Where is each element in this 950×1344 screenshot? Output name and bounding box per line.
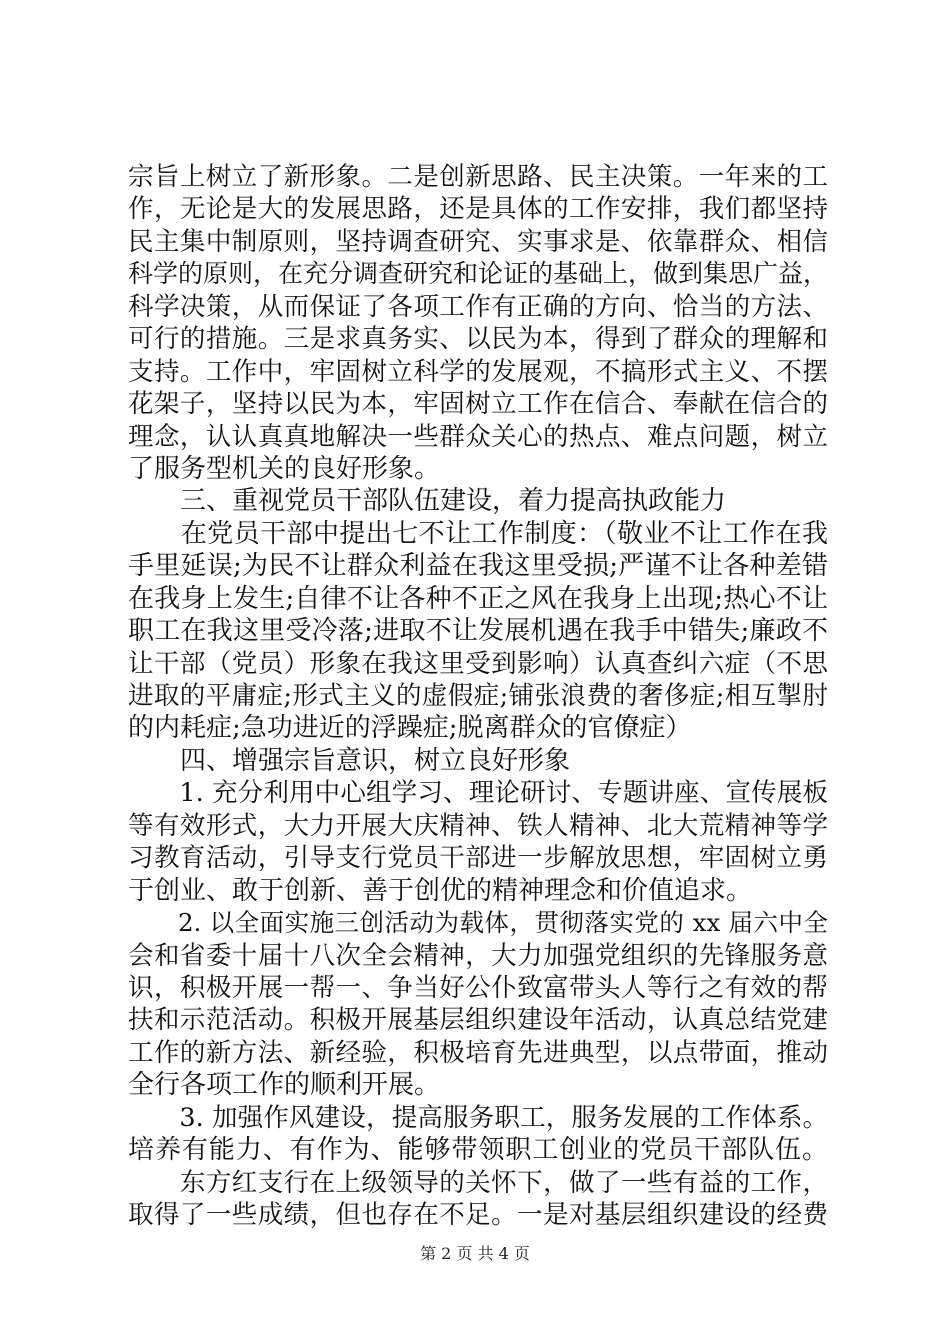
text-line: 等有效形式，大力开展大庆精神、铁人精神、北大荒精神等学 <box>128 811 828 841</box>
text-line: 科学决策，从而保证了各项工作有正确的方向、恰当的方法、 <box>128 292 828 322</box>
text-line: 取得了一些成绩，但也存在不足。一是对基层组织建设的经费 <box>128 1200 828 1230</box>
text-line: 支持。工作中，牢固树立科学的发展观，不搞形式主义、不摆 <box>128 357 828 387</box>
text-line: 科学的原则，在充分调查研究和论证的基础上，做到集思广益， <box>128 259 829 288</box>
text-line: 习教育活动，引导支行党员干部进一步解放思想，牢固树立勇 <box>128 843 828 873</box>
text-line: 在党员干部中提出七不让工作制度：（敬业不让工作在我 <box>128 519 828 549</box>
text-line: 理念，认认真真地解决一些群众关心的热点、难点问题，树立 <box>128 422 828 452</box>
text-line: 全行各项工作的顺利开展。 <box>128 1070 441 1100</box>
text-line: 于创业、敢于创新、善于创优的精神理念和价值追求。 <box>128 876 753 906</box>
text-line: 宗旨上树立了新形象。二是创新思路、民主决策。一年来的工 <box>128 162 828 192</box>
text-line: 职工在我这里受冷落;进取不让发展机遇在我手中错失;廉政不 <box>128 616 828 646</box>
text-line: 花架子，坚持以民为本，牢固树立工作在信合、奉献在信合的 <box>128 389 828 419</box>
text-line: 3. 加强作风建设，提高服务职工，服务发展的工作体系。 <box>128 1103 828 1133</box>
text-line: 手里延误;为民不让群众利益在我这里受损;严谨不让各种差错 <box>128 551 828 581</box>
text-line: 扶和示范活动。积极开展基层组织建设年活动，认真总结党建 <box>128 1005 828 1035</box>
text-line: 让干部（党员）形象在我这里受到影响）认真查纠六症（不思 <box>128 649 828 679</box>
text-line: 识，积极开展一帮一、争当好公仆致富带头人等行之有效的帮 <box>128 973 828 1003</box>
text-line: 会和省委十届十八次全会精神，大力加强党组织的先锋服务意 <box>128 941 828 971</box>
section-heading: 四、增强宗旨意识，树立良好形象 <box>128 746 571 776</box>
text-line: 的内耗症;急功进近的浮躁症;脱离群众的官僚症） <box>128 713 692 743</box>
text-line: 东方红支行在上级领导的关怀下，做了一些有益的工作， <box>128 1168 828 1198</box>
page-footer: 第 2 页 共 4 页 <box>420 1244 530 1263</box>
text-line: 可行的措施。三是求真务实、以民为本，得到了群众的理解和 <box>128 324 828 354</box>
section-heading: 三、重视党员干部队伍建设，着力提高执政能力 <box>128 486 727 516</box>
text-line: 培养有能力、有作为、能够带领职工创业的党员干部队伍。 <box>128 1135 828 1165</box>
text-line: 工作的新方法、新经验，积极培育先进典型，以点带面，推动 <box>128 1038 828 1068</box>
text-line: 1. 充分利用中心组学习、理论研讨、专题讲座、宣传展板 <box>128 778 828 808</box>
text-line: 民主集中制原则，坚持调查研究、实事求是、依靠群众、相信 <box>128 227 828 257</box>
text-line: 2. 以全面实施三创活动为载体，贯彻落实党的 xx 届六中全 <box>128 908 828 937</box>
text-line: 了服务型机关的良好形象。 <box>128 454 441 484</box>
text-line: 进取的平庸症;形式主义的虚假症;铺张浪费的奢侈症;相互掣肘 <box>128 681 828 711</box>
text-line: 作，无论是大的发展思路，还是具体的工作安排，我们都坚持 <box>128 194 828 224</box>
text-line: 在我身上发生;自律不让各种不正之风在我身上出现;热心不让 <box>128 584 828 614</box>
